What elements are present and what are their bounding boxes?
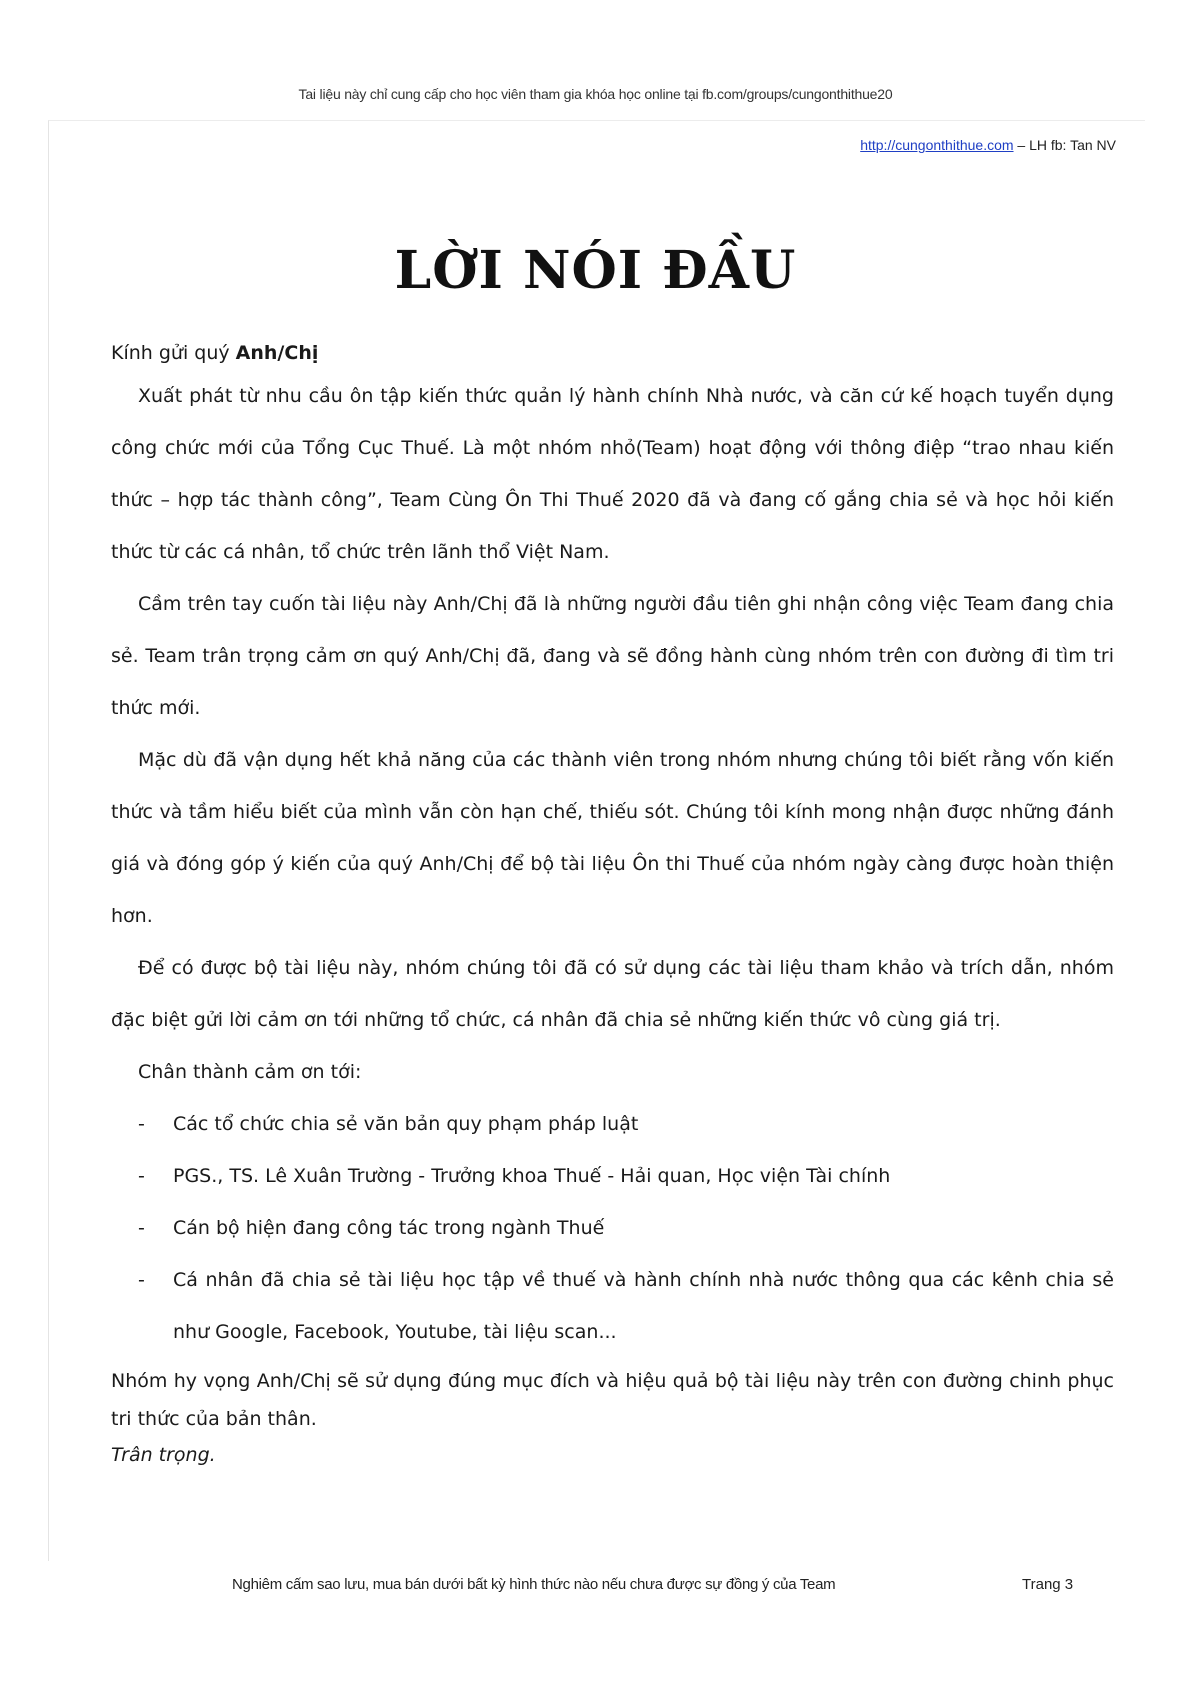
paragraph: Mặc dù đã vận dụng hết khả năng của các thành viên trong nhóm nhưng chúng tôi biết rằng vốn kiến thức và tầm hiểu biết của mình vẫn còn hạn chế, thiếu sót. Chúng tôi kính mong nhận được những đánh giá và đóng góp ý kiến của quý Anh/Chị để bộ tài liệu Ôn thi Thuế của nhóm ngày càng được hoàn thiện hơn.: [111, 749, 1114, 927]
contact-text: – LH fb: Tan NV: [1013, 137, 1116, 153]
list-item: [111, 1254, 1114, 1358]
page-number: Trang 3: [1022, 1576, 1074, 1593]
top-banner: Tai liệu này chỉ cung cấp cho học viên tham gia khóa học online tại fb.com/groups/cungonthithue20: [298, 86, 893, 102]
greeting-name: Anh/Chị: [235, 342, 319, 364]
website-link[interactable]: http://cungonthithue.com: [860, 137, 1014, 153]
list-marker: -: [138, 1165, 145, 1187]
page-title: LỜI NÓI ĐẦU: [394, 240, 797, 301]
thanks-intro: Chân thành cảm ơn tới:: [138, 1061, 362, 1083]
list-marker: -: [138, 1269, 145, 1291]
footer-notice: Nghiêm cấm sao lưu, mua bán dưới bất kỳ hình thức nào nếu chưa được sự đồng ý của Team: [232, 1576, 836, 1593]
list-marker: -: [138, 1217, 145, 1239]
greeting-prefix: Kính gửi quý: [111, 342, 236, 364]
paragraph: Xuất phát từ nhu cầu ôn tập kiến thức quản lý hành chính Nhà nước, và căn cứ kế hoạch tuyển dụng công chức mới của Tổng Cục Thuế. Là một nhóm nhỏ(Team) hoạt động với thông điệp “trao nhau kiến thức – hợp tác thành công”, Team Cùng Ôn Thi Thuế 2020 đã và đang cố gắng chia sẻ và học hỏi kiến thức từ các cá nhân, tổ chức trên lãnh thổ Việt Nam.: [111, 385, 1114, 563]
signoff: Trân trọng.: [111, 1444, 216, 1466]
greeting: [111, 336, 1114, 370]
thanks-list: [111, 1098, 1114, 1358]
list-item-text: PGS., TS. Lê Xuân Trường - Trưởng khoa Thuế - Hải quan, Học viện Tài chính: [173, 1165, 891, 1187]
document-body: [111, 336, 1114, 1472]
list-item: [111, 1150, 1114, 1202]
paragraph: Cầm trên tay cuốn tài liệu này Anh/Chị đã là những người đầu tiên ghi nhận công việc Team đang chia sẻ. Team trân trọng cảm ơn quý Anh/Chị đã, đang và sẽ đồng hành cùng nhóm trên con đường đi tìm tri thức mới.: [111, 593, 1114, 719]
list-item: [111, 1202, 1114, 1254]
header-contact: [860, 137, 1116, 153]
list-item: [111, 1098, 1114, 1150]
list-item-text: Cá nhân đã chia sẻ tài liệu học tập về thuế và hành chính nhà nước thông qua các kênh chia sẻ như Google, Facebook, Youtube, tài liệu scan...: [173, 1269, 1114, 1343]
list-item-text: Cán bộ hiện đang công tác trong ngành Thuế: [173, 1217, 605, 1239]
list-marker: -: [138, 1113, 145, 1135]
list-item-text: Các tổ chức chia sẻ văn bản quy phạm pháp luật: [173, 1113, 639, 1135]
paragraph: Để có được bộ tài liệu này, nhóm chúng tôi đã có sử dụng các tài liệu tham khảo và trích dẫn, nhóm đặc biệt gửi lời cảm ơn tới những tổ chức, cá nhân đã chia sẻ những kiến thức vô cùng giá trị.: [111, 957, 1114, 1031]
closing-paragraph: Nhóm hy vọng Anh/Chị sẽ sử dụng đúng mục đích và hiệu quả bộ tài liệu này trên con đường chinh phục tri thức của bản thân.: [111, 1370, 1114, 1430]
